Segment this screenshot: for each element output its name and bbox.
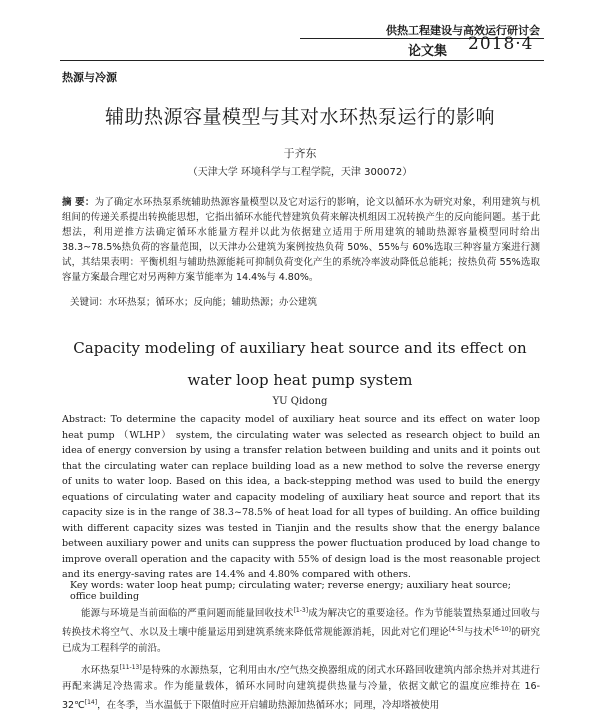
keywords-en-label: Key words: <box>70 580 127 591</box>
citation: [11-13] <box>119 664 142 672</box>
abstract-en-label: Abstract: <box>62 414 111 425</box>
body-paragraph: 能源与环境是当前面临的严重问题而能量回收技术[1-3]成为解决它的重要途径。作为节能装置热泵通过回收与转换技术将空气、水以及土壤中能量运用到建筑系统来降低常规能源消耗，因此对它们理论[4-5]与技术[6-10]的研究已成为工程科学的前沿。 <box>62 607 540 655</box>
abstract-cn-label: 摘 要： <box>62 197 95 208</box>
abstract-en <box>62 412 540 583</box>
body-paragraph: 水环热泵[11-13]是特殊的水源热泵，它利用由水/空气热交换器组成的闭式水环路回收建筑内部余热并对其进行再配来满足冷热需求。作为能量载体，循环水同时向建筑提供热量与冷量，依据文献它的温度应维持在 16-32℃[14]，在冬季，当水温低于下限值时应开启辅助热源加热循环水；同理，冷却塔被使用 <box>62 664 540 712</box>
section-label: 热源与冷源 <box>62 71 117 84</box>
collection-label: 论文集 <box>408 44 448 59</box>
header-rule-bottom <box>60 60 544 61</box>
paper-title-cn: 辅助热源容量模型与其对水环热泵运行的影响 <box>104 106 495 128</box>
page-header <box>0 0 600 62</box>
body-text <box>62 603 540 718</box>
abstract-cn <box>62 195 540 285</box>
keywords-cn-text: 水环热泵；循环水；反向能；辅助热源；办公建筑 <box>108 297 318 308</box>
keywords-cn <box>70 294 540 308</box>
author-en: YU Qidong <box>272 396 328 407</box>
citation: [1-3] <box>293 607 309 614</box>
keywords-cn-label: 关键词： <box>70 297 109 308</box>
keywords-en <box>70 580 540 602</box>
keywords-en-text: water loop heat pump; circulating water; reverse energy; auxiliary heat source; office building <box>70 580 511 602</box>
paper-title-en: Capacity modeling of auxiliary heat source and its effect on water loop heat pump system <box>73 339 527 389</box>
publication-year: 2018·4 <box>468 34 534 54</box>
author-cn: 于齐东 <box>283 147 317 160</box>
citation: [6-10] <box>492 626 511 634</box>
affiliation-cn: （天津大学 环境科学与工程学院，天津 300072） <box>187 167 413 178</box>
abstract-en-text: To determine the capacity model of auxiliary heat source and its effect on water loop heat pump （WLHP） system, the circulating water was selected as research object to build an idea of energy conversion by using a transfer relation between building and units and it points out that the circulating water can replace building load as a new method to solve the reverse energy of units to water loop. Based on this idea, a back-stepping method was used to build the energy equations of circulating water and capacity modeling of auxiliary heat source and report that its capacity size is in the range of 38.3~78.5% of heat load for all types of building. An office building with different capacity sizes was tested in Tianjin and the results show that the energy balance between auxiliary power and units can suppress the power fluctuation produced by load change to improve overall operation and the capacity with 55% of design load is the most reasonable project and its energy-saving rates are 14.4% and 4.80% compared with others. <box>62 414 541 580</box>
abstract-cn-text: 为了确定水环热泵系统辅助热源容量模型以及它对运行的影响，论文以循环水为研究对象，利用建筑与机组间的传递关系提出转换能思想，它指出循环水能代替建筑负荷来解决机组因工况转换产生的反向能问题。基于此想法，利用逆推方法确定循环水能量方程并以此为依据建立适用于所用建筑的辅助热源容量模型同时给出 38.3~78.5%热负荷的容量范围，以天津办公建筑为案例按热负荷 50%、55%与 60%选取三种容量方案进行测试，其结果表明：平衡机组与辅助热源能耗可抑制负荷变化产生的系统冷率波动降低总能耗；按热负荷 55%选取容量方案最合理它对另两种方案节能率为 14.4%与 4.80%。 <box>62 197 540 283</box>
journal-title: 供热工程建设与高效运行研讨会 <box>386 25 540 37</box>
citation: [14] <box>84 699 98 707</box>
citation: [4-5] <box>448 626 464 634</box>
